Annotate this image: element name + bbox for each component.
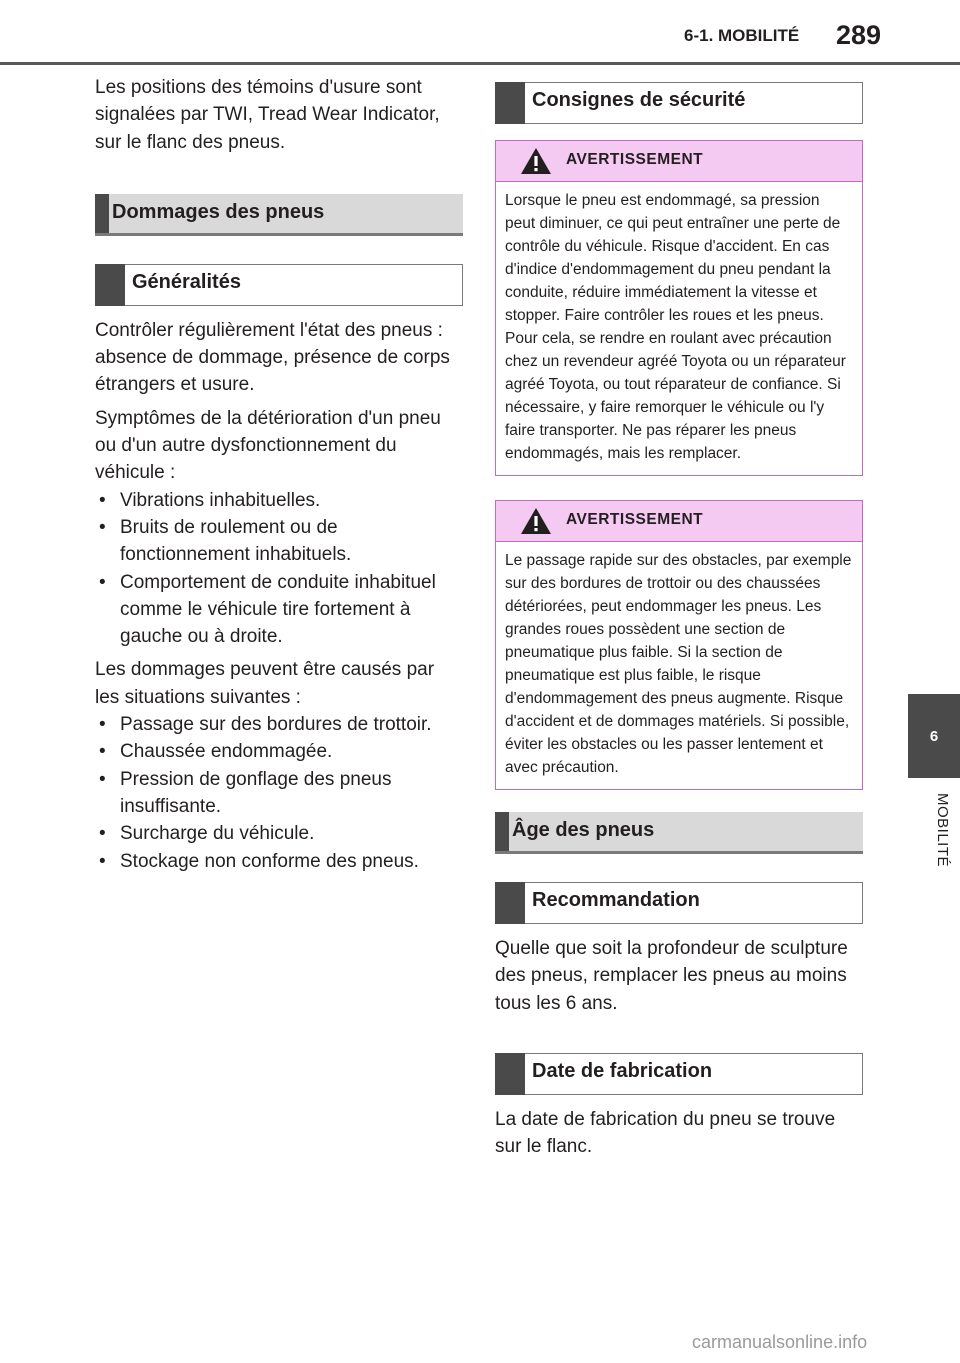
heading-bar <box>495 882 525 924</box>
subsection-heading-general <box>95 264 463 306</box>
paragraph: La date de fabrication du pneu se trouve sur le flanc. <box>495 1108 836 1158</box>
subsection-heading-recommendation <box>495 882 863 924</box>
chapter-tab-number: 6 <box>929 727 939 745</box>
subsection-heading-text: Date de fabrication <box>532 1059 713 1082</box>
list-item: • Pression de gonflage des pneus insuffisante. <box>95 766 463 821</box>
cause-list <box>95 711 463 875</box>
header-rule <box>0 62 960 65</box>
right-column <box>495 82 863 1160</box>
chapter-tab[interactable] <box>908 694 960 778</box>
warning-text: Lorsque le pneu est endommagé, sa pression peut diminuer, ce qui peut entraîner une perte de contrôle du véhicule. Risque d'accident. En cas d'indice d'endommagement du pneu pendant la conduite, réduire immédiatement la vitesse et stopper. Faire contrôler les roues et les pneus. Pour cela, se rendre en roulant avec précaution chez un revendeur agréé Toyota ou un réparateur agréé Toyota, ou tout réparateur de confiance. Si nécessaire, y faire remorquer le véhicule ou l'y faire transporter. Ne pas réparer les pneus endommagés, mais les remplacer. <box>505 192 846 462</box>
warning-icon <box>520 147 552 175</box>
heading-bar <box>95 194 109 233</box>
warning-header <box>496 141 862 182</box>
list-item: • Vibrations inhabituelles. <box>95 487 463 514</box>
warning-header <box>496 501 862 542</box>
warning-title: AVERTISSEMENT <box>566 511 704 528</box>
list-item: • Passage sur des bordures de trottoir. <box>95 711 463 738</box>
symptom-list <box>95 487 463 651</box>
heading-bar <box>495 1053 525 1095</box>
warning-box <box>495 500 863 790</box>
list-item: • Bruits de roulement ou de fonctionnement inhabituels. <box>95 514 463 569</box>
list-item: • Stockage non conforme des pneus. <box>95 848 463 875</box>
subsection-heading-text: Généralités <box>132 270 241 293</box>
paragraph: Contrôler régulièrement l'état des pneus : absence de dommage, présence de corps étrangers et usure. <box>95 319 450 396</box>
warning-text: Le passage rapide sur des obstacles, par exemple sur des bordures de trottoir ou des chaussées détériorées, peut endommager les pneus. Les grandes roues possèdent une section de pneumatique plus faible. Si la section de pneumatique est plus faible, le risque d'endommagement des pneus augmente. Risque d'accident et de dommages matériels. Si possible, éviter les obstacles ou les passer lentement et avec précaution. <box>505 552 852 776</box>
subsection-heading-text: Recommandation <box>532 889 700 911</box>
subsection-heading-text: Consignes de sécurité <box>532 89 746 111</box>
list-item: • Comportement de conduite inhabituel comme le véhicule tire fortement à gauche ou à droite. <box>95 569 463 651</box>
section-heading-tire-age <box>495 812 863 854</box>
list-item: • Surcharge du véhicule. <box>95 820 463 847</box>
paragraph: Les dommages peuvent être causés par les situations suivantes : <box>95 659 435 708</box>
section-heading-text: Âge des pneus <box>512 819 655 841</box>
header-section-title: 6-1. MOBILITÉ <box>684 26 800 45</box>
intro-paragraph: Les positions des témoins d'usure sont signalées par TWI, Tread Wear Indicator, sur le flanc des pneus. <box>95 77 440 153</box>
warning-icon <box>520 507 552 535</box>
subsection-heading-safety <box>495 82 863 124</box>
paragraph: Symptômes de la détérioration d'un pneu ou d'un autre dysfonctionnement du véhicule : <box>95 407 441 484</box>
left-column <box>95 74 463 881</box>
heading-bar <box>95 264 125 306</box>
section-heading-tire-damage <box>95 194 463 236</box>
list-item: • Chaussée endommagée. <box>95 738 463 765</box>
chapter-side-label: MOBILITÉ <box>934 793 951 868</box>
watermark: carmanualsonline.info <box>692 1332 868 1352</box>
paragraph: Quelle que soit la profondeur de sculpture des pneus, remplacer les pneus au moins tous les 6 ans. <box>495 938 848 1014</box>
section-heading-text: Dommages des pneus <box>112 200 325 223</box>
warning-box <box>495 140 863 476</box>
page-number: 289 <box>836 20 882 50</box>
heading-bar <box>495 82 525 124</box>
heading-bar <box>495 812 509 851</box>
subsection-heading-manufacture-date <box>495 1053 863 1095</box>
warning-title: AVERTISSEMENT <box>566 151 704 168</box>
